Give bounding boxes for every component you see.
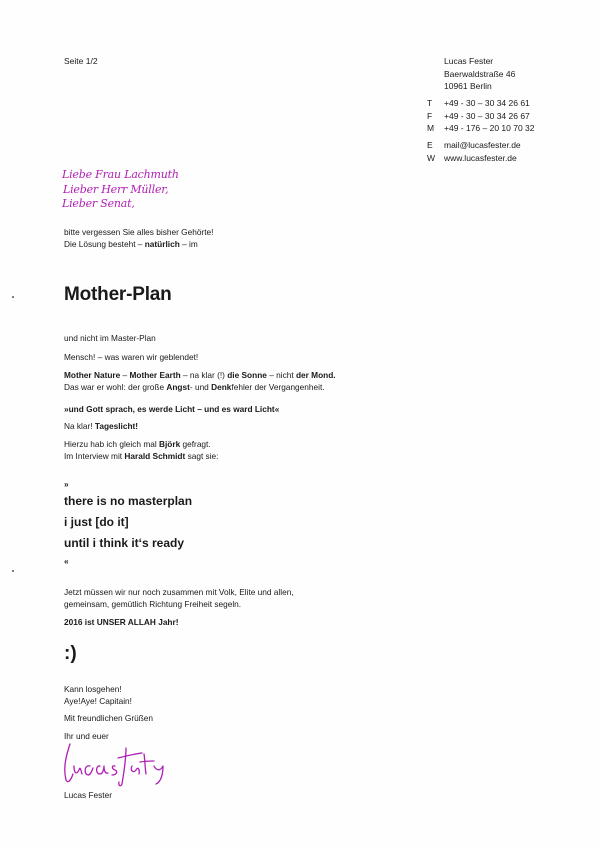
phone-value: +49 - 30 – 30 34 26 61	[444, 98, 530, 108]
p6-bjork: Björk	[159, 439, 181, 449]
intro-line-2	[64, 239, 213, 251]
p3-l2-a: Das war er wohl: der große	[64, 381, 167, 392]
p3-sep-3: – nicht	[266, 370, 296, 380]
email-link[interactable]: mail@lucasfester.de	[444, 140, 521, 150]
p3-denk: Denk	[211, 381, 232, 392]
fax-row	[427, 110, 535, 123]
p3-moon: der Mond	[295, 370, 334, 380]
paragraph-1: und nicht im Master-Plan	[64, 333, 156, 343]
email-row	[427, 139, 521, 152]
paragraph-7-line-2: gemeinsam, gemütlich Richtung Freiheit segeln.	[64, 598, 242, 609]
intro-text	[64, 227, 213, 250]
paragraph-3	[64, 370, 336, 393]
p6-l1-c: gefragt.	[180, 439, 211, 449]
paragraph-6-line-2	[64, 451, 218, 463]
intro-line-1: bitte vergessen Sie alles bisher Gehörte!	[64, 227, 214, 237]
intro-emphasis: natürlich	[144, 238, 180, 249]
mobile-label: M	[427, 123, 435, 133]
greeting-line-1: Liebe Frau Lachmuth	[62, 168, 179, 181]
sender-web	[427, 139, 521, 164]
margin-dot-1	[12, 296, 14, 298]
fax-label: F	[427, 110, 433, 121]
smiley: :)	[64, 643, 77, 664]
p3-angst: Angst	[166, 381, 190, 392]
p6-l2-c: sagt sie:	[185, 450, 219, 461]
quote-close-mark: «	[64, 556, 69, 566]
p6-l2-a: Im Interview mit	[64, 450, 125, 461]
p3-period: .	[333, 370, 336, 380]
email-label: E	[427, 140, 433, 150]
intro-text-c: – im	[179, 238, 198, 249]
p3-l2-e: fehler der Vergangenheit.	[231, 381, 325, 392]
sender-street: Baerwaldstraße 46	[444, 68, 516, 79]
intro-text-a: Die Lösung besteht –	[64, 238, 145, 249]
p6-harald: Harald Schmidt	[124, 450, 186, 461]
quote-line-1: there is no masterplan	[64, 494, 193, 508]
website-link[interactable]: www.lucasfester.de	[444, 152, 517, 163]
paragraph-3-line-2	[64, 382, 336, 394]
closing-line-2: Aye!Aye! Capitain!	[64, 695, 132, 706]
signature-image	[60, 740, 170, 788]
paragraph-4: »und Gott sprach, es werde Licht – und es ward Licht«	[64, 404, 280, 414]
closing-block	[64, 684, 153, 742]
paragraph-5	[64, 421, 138, 433]
fax-value: +49 - 30 – 30 34 26 67	[444, 110, 530, 121]
p3-sep-2: – na klar (!)	[180, 370, 228, 380]
website-label: W	[427, 152, 436, 163]
p3-sun: die Sonne	[227, 370, 267, 380]
paragraph-8: 2016 ist UNSER ALLAH Jahr!	[64, 617, 179, 627]
greeting-line-2: Lieber Herr Müller,	[63, 182, 169, 196]
quote-line-3: until i think it‘s ready	[64, 536, 185, 550]
sender-name: Lucas Fester	[444, 56, 494, 66]
greeting-line-3: Lieber Senat,	[62, 197, 135, 210]
mobile-row	[427, 122, 535, 135]
paragraph-6	[64, 439, 218, 462]
paragraph-6-line-1	[64, 439, 218, 451]
p6-l1-a: Hierzu hab ich gleich mal	[64, 439, 159, 449]
sender-address	[444, 55, 515, 93]
closing-line-1: Kann losgehen!	[64, 684, 122, 694]
bjork-quote	[64, 491, 192, 554]
phone-row	[427, 97, 535, 110]
p3-mother-nature: Mother Nature	[64, 370, 121, 380]
p3-sep-1: –	[120, 370, 130, 380]
page-number: Seite 1/2	[64, 56, 98, 66]
quote-line-2: i just [do it]	[64, 515, 129, 529]
letter-title: Mother-Plan	[64, 284, 172, 305]
p5-daylight: Tageslicht!	[94, 421, 139, 431]
paragraph-7-line-1: Jetzt müssen wir nur noch zusammen mit Volk, Elite und allen,	[64, 587, 294, 597]
signature-name: Lucas Fester	[64, 790, 112, 800]
paragraph-7	[64, 587, 294, 610]
p3-l2-c: - und	[189, 381, 212, 392]
website-row	[427, 152, 521, 165]
quote-open-mark: »	[64, 479, 69, 489]
margin-dot-2	[12, 570, 14, 572]
paragraph-2: Mensch! – was waren wir geblendet!	[64, 352, 199, 362]
p5-a: Na klar!	[64, 421, 95, 431]
mobile-value: +49 - 176 – 20 10 70 32	[444, 123, 535, 133]
sender-city: 10961 Berlin	[444, 81, 492, 91]
sender-phones	[427, 97, 535, 135]
closing-line-4: Ihr und euer	[64, 730, 109, 741]
paragraph-3-line-1	[64, 370, 336, 382]
phone-label: T	[427, 98, 433, 108]
closing-line-3: Mit freundlichen Grüßen	[64, 713, 154, 724]
handwritten-greeting	[62, 168, 179, 212]
p3-mother-earth: Mother Earth	[129, 370, 181, 380]
